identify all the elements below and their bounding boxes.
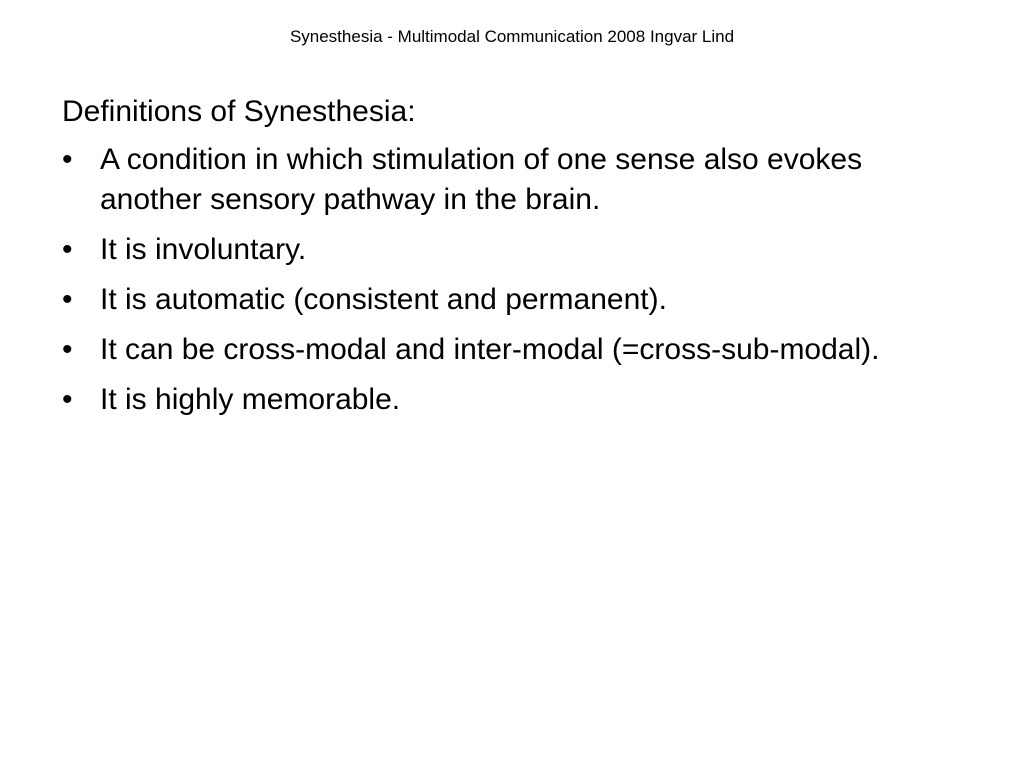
bullet-item xyxy=(62,230,915,270)
bullet-item xyxy=(62,330,915,370)
bullet-item xyxy=(62,280,915,320)
bullet-icon: • xyxy=(62,143,73,176)
bullet-text: It can be cross-modal and inter-modal (=cross-sub-modal). xyxy=(100,333,880,366)
bullet-text: A condition in which stimulation of one sense also evokes another sensory pathway in the brain. xyxy=(100,143,863,216)
bullet-item xyxy=(62,140,915,220)
slide-body xyxy=(62,92,962,430)
definitions-heading: Definitions of Synesthesia: xyxy=(62,95,416,128)
bullet-icon: • xyxy=(62,383,73,416)
bullet-icon: • xyxy=(62,233,73,266)
bullet-text: It is automatic (consistent and permanent). xyxy=(100,283,667,316)
bullet-item xyxy=(62,380,915,420)
bullet-icon: • xyxy=(62,283,73,316)
slide-header-title: Synesthesia - Multimodal Communication 2008 Ingvar Lind xyxy=(289,27,735,46)
bullet-text: It is highly memorable. xyxy=(100,383,401,416)
bullet-icon: • xyxy=(62,333,73,366)
bullet-text: It is involuntary. xyxy=(100,233,307,266)
definitions-list xyxy=(62,140,962,420)
